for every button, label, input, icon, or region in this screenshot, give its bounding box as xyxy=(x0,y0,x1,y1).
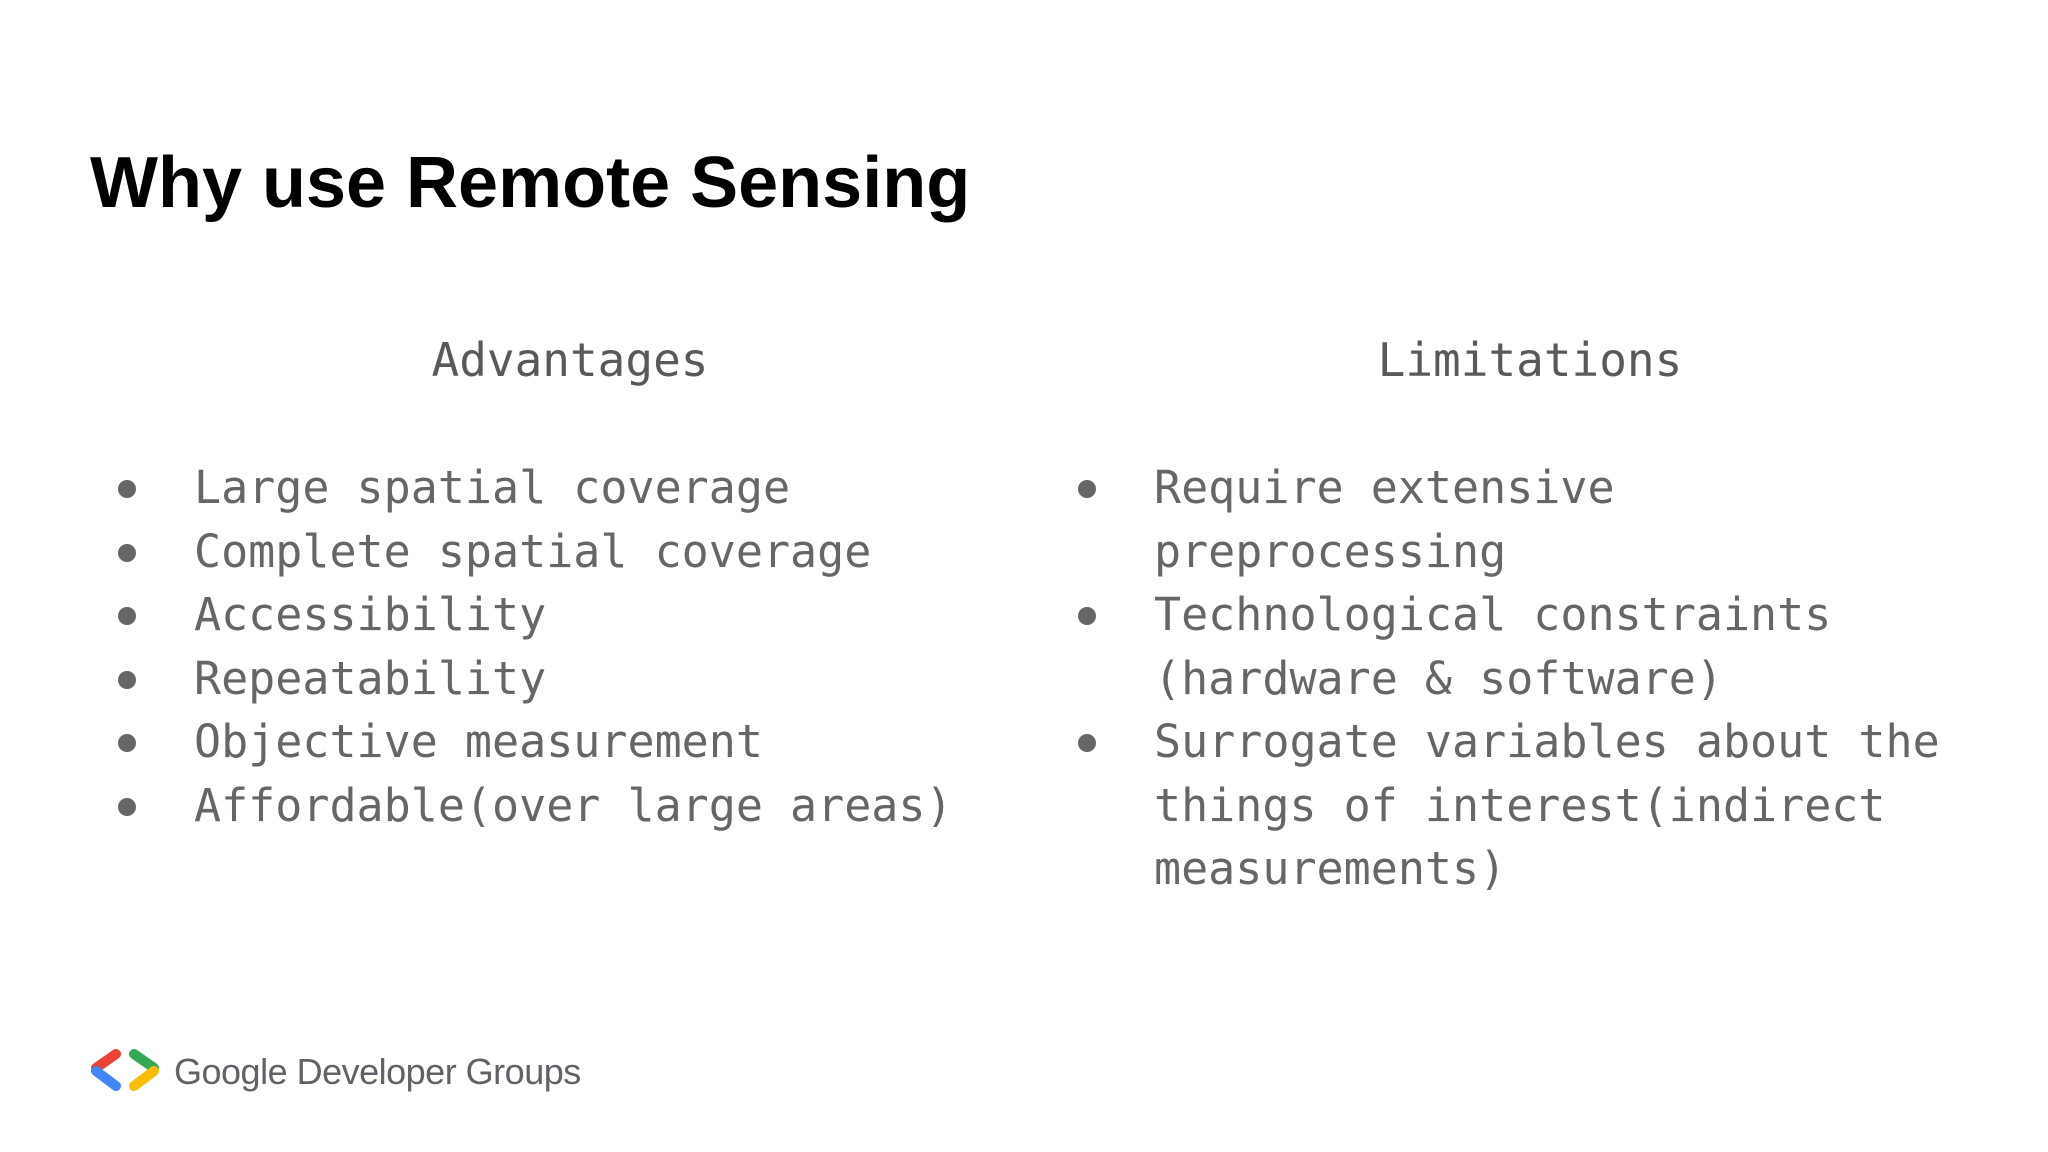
slide-title: Why use Remote Sensing xyxy=(90,143,971,223)
bullet-icon xyxy=(118,607,136,625)
bullet-icon xyxy=(118,480,136,498)
bullet-icon xyxy=(1078,734,1096,752)
list-item-text: Require extensive preprocessing xyxy=(1154,461,1615,578)
list-item-text: Complete spatial coverage xyxy=(194,524,872,578)
list-item-text: Objective measurement xyxy=(194,715,763,768)
bullet-icon xyxy=(118,544,136,562)
bullet-icon xyxy=(118,671,136,689)
list-item xyxy=(1072,583,1992,710)
list-item xyxy=(1072,710,1992,901)
list-item xyxy=(112,456,1012,520)
advantages-heading: Advantages xyxy=(431,333,709,387)
bullet-icon xyxy=(118,798,136,816)
list-item-text: Surrogate variables about the things of interest(indirect measurements) xyxy=(1154,715,1940,895)
list-item-text: Affordable(over large areas) xyxy=(194,778,953,832)
limitations-list xyxy=(1072,456,1992,901)
bullet-icon xyxy=(1078,480,1096,498)
list-item-text: Accessibility xyxy=(194,588,547,641)
brand-name: Google Developer Groups xyxy=(174,1051,581,1092)
list-item xyxy=(112,647,1012,711)
google-developer-groups-chevrons-icon xyxy=(88,1048,164,1094)
advantages-list xyxy=(112,456,1012,837)
list-item xyxy=(112,710,1012,774)
list-item xyxy=(112,774,1012,838)
list-item-text: Technological constraints (hardware & software) xyxy=(1154,588,1832,705)
list-item xyxy=(112,583,1012,647)
list-item xyxy=(1072,456,1992,583)
list-item-text: Repeatability xyxy=(194,651,547,705)
limitations-heading: Limitations xyxy=(1377,333,1683,387)
list-item-text: Large spatial coverage xyxy=(194,461,791,514)
bullet-icon xyxy=(118,734,136,752)
bullet-icon xyxy=(1078,607,1096,625)
list-item xyxy=(112,520,1012,584)
